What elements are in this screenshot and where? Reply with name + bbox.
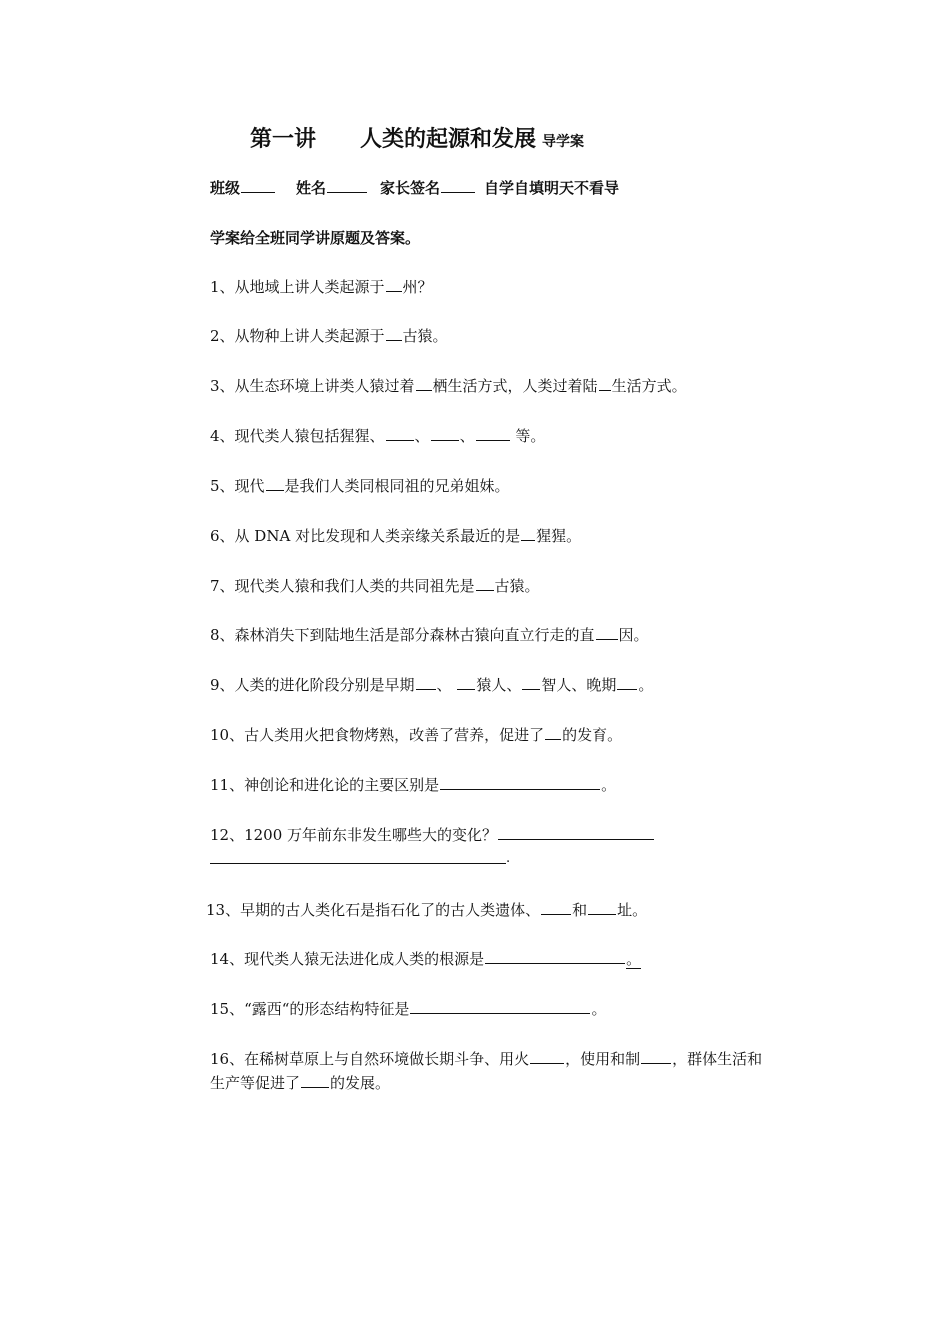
answer-blank[interactable]	[599, 376, 611, 391]
question-6	[210, 526, 581, 546]
answer-blank[interactable]	[617, 675, 637, 690]
question-text: 的发展。	[330, 1074, 391, 1092]
question-text: 州？	[402, 278, 433, 296]
question-text: 猿人、	[476, 676, 522, 694]
question-5	[210, 476, 510, 496]
question-14	[210, 949, 641, 969]
answer-blank[interactable]	[386, 426, 414, 441]
question-text: 和	[572, 901, 588, 919]
answer-blank[interactable]	[476, 576, 494, 591]
question-9	[210, 675, 653, 695]
answer-blank[interactable]	[545, 725, 561, 740]
question-text: 16、在稀树草原上与自然环境做长期斗争、用火	[210, 1050, 530, 1068]
page-title	[250, 122, 584, 153]
answer-blank[interactable]	[588, 900, 616, 915]
answer-blank[interactable]	[431, 426, 459, 441]
question-text: 5、现代	[210, 477, 265, 495]
question-text: 生活方式。	[611, 377, 687, 395]
question-7	[210, 576, 540, 596]
title-subtitle: 导学案	[542, 134, 585, 150]
question-text: 猩猩。	[536, 527, 582, 545]
question-text: 的发育。	[562, 726, 623, 744]
answer-blank[interactable]	[530, 1049, 564, 1064]
answer-blank[interactable]	[476, 426, 510, 441]
question-text: 、	[459, 427, 475, 445]
question-text: 、	[436, 676, 457, 694]
answer-blank-continued[interactable]	[210, 849, 506, 864]
question-12	[210, 825, 655, 845]
question-text: 等。	[510, 427, 546, 445]
question-text: 10、古人类用火把食物烤熟，改善了营养，促进了	[210, 726, 545, 744]
question-text: 因。	[618, 626, 649, 644]
question-text: 4、现代类人猿包括猩猩、	[210, 427, 385, 445]
answer-blank[interactable]	[485, 949, 625, 964]
answer-blank[interactable]	[641, 1049, 671, 1064]
question-text: 址。	[617, 901, 648, 919]
question-text: 古猿。	[494, 577, 540, 595]
answer-blank[interactable]	[301, 1073, 329, 1088]
answer-blank[interactable]	[457, 675, 475, 690]
answer-blank[interactable]	[596, 625, 618, 640]
answer-blank[interactable]	[440, 775, 600, 790]
question-text: 6、从 DNA 对比发现和人类亲缘关系最近的是	[210, 527, 521, 545]
question-text: ，使用和制	[565, 1050, 641, 1068]
answer-blank[interactable]	[386, 277, 402, 292]
question-text: 9、人类的进化阶段分别是早期	[210, 676, 415, 694]
question-text: 14、现代类人猿无法进化成人类的根源是	[210, 950, 485, 968]
question-11	[210, 775, 616, 795]
question-text: 3、从生态环境上讲类人猿过着	[210, 377, 415, 395]
question-text: 11、神创论和进化论的主要区别是	[210, 776, 440, 794]
parent-label: 家长签名	[380, 179, 441, 197]
title-main: 第一讲 人类的起源和发展	[250, 127, 537, 152]
question-text: 、	[414, 427, 430, 445]
question-text: 2、从物种上讲人类起源于	[210, 327, 385, 345]
question-text: 古猿。	[402, 327, 448, 345]
class-blank[interactable]	[241, 178, 275, 193]
question-text: 是我们人类同根同祖的兄弟姐妹。	[284, 477, 510, 495]
question-text: 15、“露西“的形态结构特征是	[210, 1000, 410, 1018]
question-8	[210, 625, 649, 645]
answer-blank[interactable]	[266, 476, 284, 491]
question-15	[210, 999, 606, 1019]
answer-blank[interactable]	[410, 999, 590, 1014]
question-12-end: .	[506, 851, 511, 866]
parent-blank[interactable]	[441, 178, 475, 193]
question-text: 8、森林消失下到陆地生活是部分森林古猿向直立行走的直	[210, 626, 595, 644]
answer-blank[interactable]	[416, 376, 432, 391]
question-13	[206, 900, 647, 920]
question-4	[210, 426, 545, 446]
answer-blank[interactable]	[522, 675, 540, 690]
name-label: 姓名	[296, 179, 327, 197]
answer-blank[interactable]	[386, 326, 402, 341]
question-text: 智人、晚期	[541, 676, 617, 694]
question-text: 。	[626, 950, 642, 968]
question-16-continued	[210, 1073, 390, 1093]
info-line	[210, 178, 619, 198]
question-3	[210, 376, 687, 396]
instruction: 学案给全班同学讲原题及答案。	[210, 229, 421, 247]
question-text: 栖生活方式，人类过着陆	[432, 377, 598, 395]
question-text: 7、现代类人猿和我们人类的共同祖先是	[210, 577, 475, 595]
question-text: 1、从地域上讲人类起源于	[210, 278, 385, 296]
question-10	[210, 725, 622, 745]
info-note: 自学自填明天不看导	[484, 179, 620, 197]
question-text: 生产等促进了	[210, 1074, 301, 1092]
question-text: 13、早期的古人类化石是指石化了的古人类遗体、	[206, 901, 541, 919]
question-text: ，群体生活和	[672, 1050, 763, 1068]
question-1	[210, 277, 433, 297]
name-blank[interactable]	[327, 178, 367, 193]
question-text: 12、1200 万年前东非发生哪些大的变化？	[210, 826, 498, 844]
question-text: 。	[591, 1000, 607, 1018]
question-text: 。	[638, 676, 654, 694]
answer-blank[interactable]	[416, 675, 436, 690]
question-text: 。	[601, 776, 617, 794]
question-2	[210, 326, 448, 346]
class-label: 班级	[210, 179, 241, 197]
answer-blank[interactable]	[541, 900, 571, 915]
question-16	[210, 1049, 762, 1069]
answer-blank[interactable]	[521, 526, 535, 541]
answer-blank[interactable]	[498, 825, 654, 840]
